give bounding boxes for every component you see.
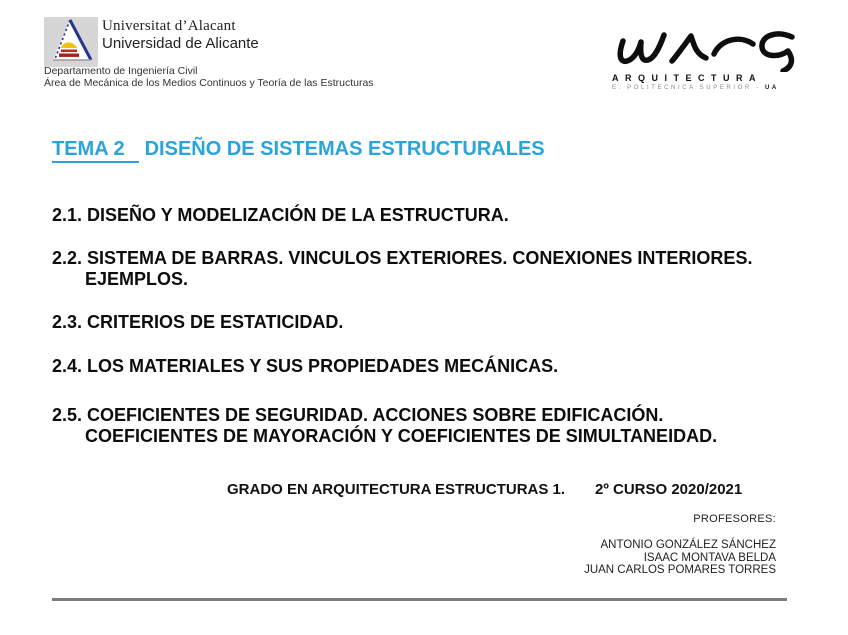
- department-name: Departamento de Ingeniería Civil: [44, 65, 198, 77]
- university-names: [102, 17, 259, 53]
- school-name: ARQUITECTURA: [612, 73, 762, 83]
- ua-logo-icon: [44, 16, 98, 68]
- topic-2-2: 2.2. SISTEMA DE BARRAS. VINCULOS EXTERIORES. CONEXIONES INTERIORES. EJEMPLOS.: [52, 248, 753, 289]
- professor-name: JUAN CARLOS POMARES TORRES: [584, 564, 776, 576]
- topic-list: [52, 205, 824, 447]
- topic-2-3: 2.3. CRITERIOS DE ESTATICIDAD.: [52, 312, 344, 332]
- page-title: [52, 138, 545, 163]
- school-subtitle: E. POLITECNICA SUPERIOR - UA: [612, 85, 779, 91]
- professors-names: [584, 539, 776, 577]
- topic-2-1: 2.1. DISEÑO Y MODELIZACIÓN DE LA ESTRUCTURA.: [52, 205, 509, 225]
- university-name-spanish: Universidad de Alicante: [102, 35, 259, 52]
- uarq-wordmark-icon: [612, 30, 808, 72]
- professors-label: PROFESORES:: [693, 513, 776, 525]
- title-lead: TEMA 2: [52, 138, 139, 163]
- topic-2-4: 2.4. LOS MATERIALES Y SUS PROPIEDADES MECÁNICAS.: [52, 356, 559, 376]
- professors-block: [584, 513, 776, 577]
- professor-name: ISAAC MONTAVA BELDA: [643, 551, 776, 564]
- course-year: 2º CURSO 2020/2021: [595, 481, 743, 498]
- course-name: GRADO EN ARQUITECTURA ESTRUCTURAS 1.: [227, 481, 566, 498]
- school-logo: [612, 30, 812, 91]
- professor-name: ANTONIO GONZÁLEZ SÁNCHEZ: [600, 539, 776, 551]
- bottom-divider: [52, 598, 787, 601]
- topic-2-5: 2.5. COEFICIENTES DE SEGURIDAD. ACCIONES SOBRE EDIFICACIÓN. COEFICIENTES DE MAYORACIÓN Y COEFICIENTES DE SIMULTANEIDAD.: [52, 405, 718, 446]
- title-rest: DISEÑO DE SISTEMAS ESTRUCTURALES: [144, 138, 545, 160]
- university-name-catalan: Universitat d’Alacant: [102, 18, 236, 34]
- area-name: Área de Mecánica de los Medios Continuos y Teoría de las Estructuras: [44, 77, 374, 89]
- department-block: [44, 65, 374, 89]
